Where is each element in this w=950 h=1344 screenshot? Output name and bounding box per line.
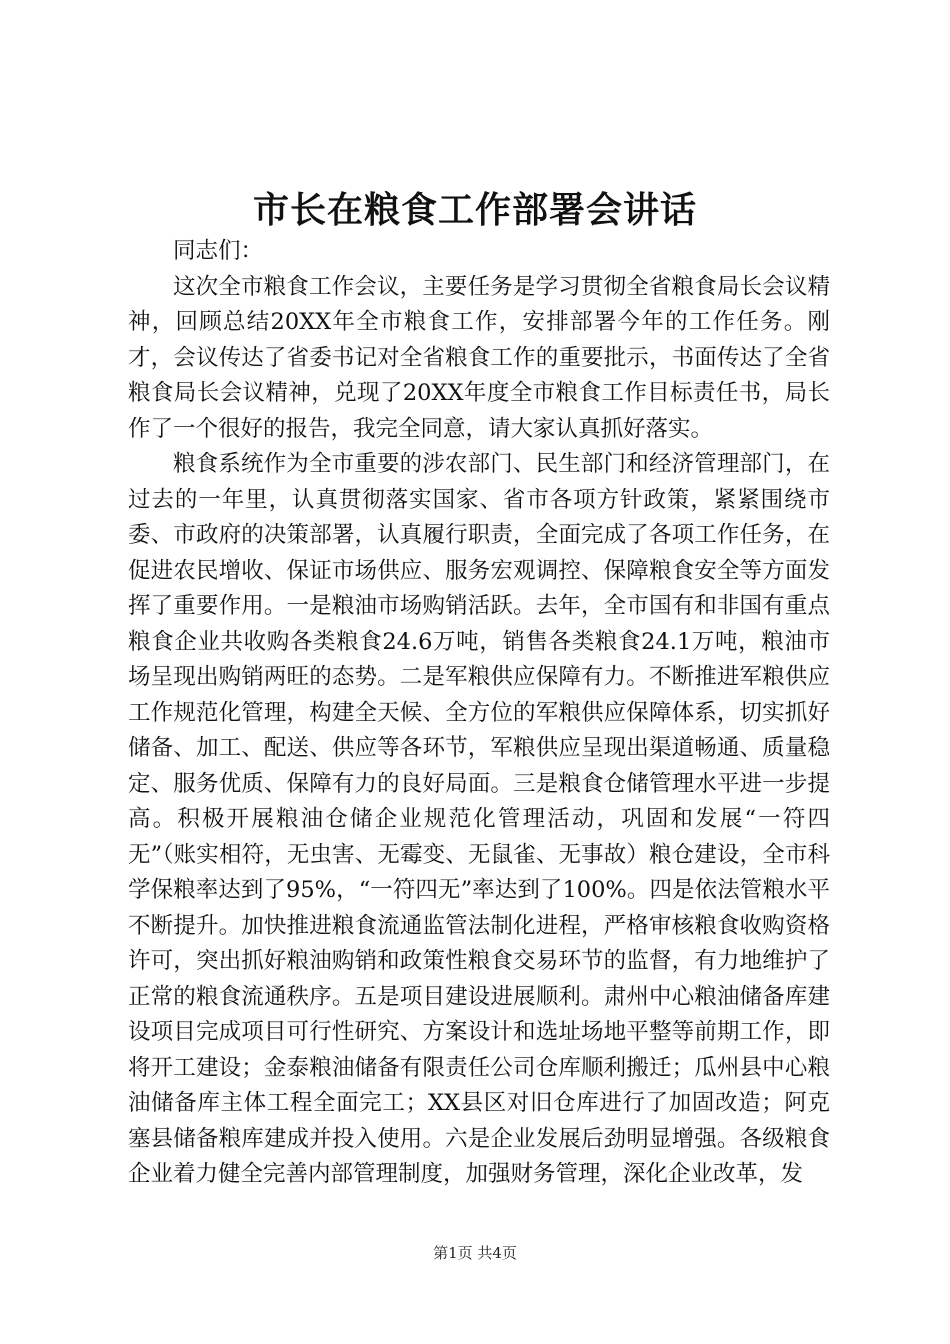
document-body: [128, 234, 830, 1193]
page-number-footer: 第1页 共4页: [433, 1244, 517, 1262]
salutation: 同志们：: [173, 238, 264, 264]
document-title: 市长在粮食工作部署会讲话: [252, 189, 697, 231]
paragraph-1: 这次全市粮食工作会议，主要任务是学习贯彻全省粮食局长会议精神，回顾总结20XX年全市粮食工作，安排部署今年的工作任务。刚才，会议传达了省委书记对全省粮食工作的重要批示，书面传达了全省粮食局长会议精神，兑现了20XX年度全市粮食工作目标责任书，局长作了一个很好的报告，我完全同意，请大家认真抓好落实。: [128, 273, 830, 442]
paragraph-2: 粮食系统作为全市重要的涉农部门、民生部门和经济管理部门，在过去的一年里，认真贯彻落实国家、省市各项方针政策，紧紧围绕市委、市政府的决策部署，认真履行职责，全面完成了各项工作任务，在促进农民增收、保证市场供应、服务宏观调控、保障粮食安全等方面发挥了重要作用。一是粮油市场购销活跃。去年，全市国有和非国有重点粮食企业共收购各类粮食24.6万吨，销售各类粮食24.1万吨，粮油市场呈现出购销两旺的态势。二是军粮供应保障有力。不断推进军粮供应工作规范化管理，构建全天候、全方位的军粮供应保障体系，切实抓好储备、加工、配送、供应等各环节，军粮供应呈现出渠道畅通、质量稳定、服务优质、保障有力的良好局面。三是粮食仓储管理水平进一步提高。积极开展粮油仓储企业规范化管理活动，巩固和发展“一符四无”（账实相符，无虫害、无霉变、无鼠雀、无事故）粮仓建设，全市科学保粮率达到了95%，“一符四无”率达到了100%。四是依法管粮水平不断提升。加快推进粮食流通监管法制化进程，严格审核粮食收购资格许可，突出抓好粮油购销和政策性粮食交易环节的监督，有力地维护了正常的粮食流通秩序。五是项目建设进展顺利。肃州中心粮油储备库建设项目完成项目可行性研究、方案设计和选址场地平整等前期工作，即将开工建设；金泰粮油储备有限责任公司仓库顺利搬迁；瓜州县中心粮油储备库主体工程全面完工；XX县区对旧仓库进行了加固改造；阿克塞县储备粮库建成并投入使用。六是企业发展后劲明显增强。各级粮食企业着力健全完善内部管理制度，加强财务管理，深化企业改革，发: [128, 451, 830, 1187]
